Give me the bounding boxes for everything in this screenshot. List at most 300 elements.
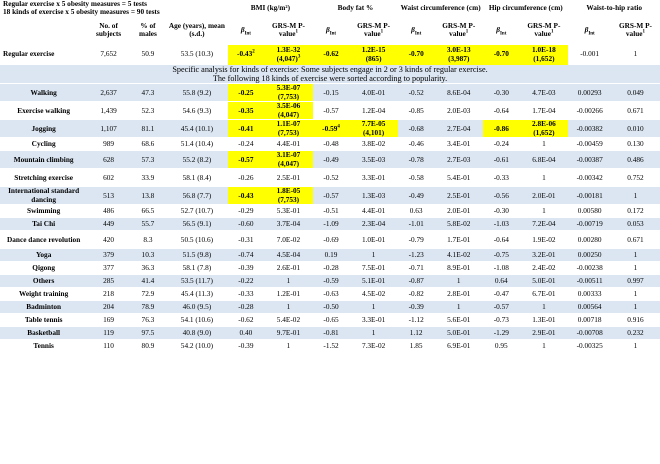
table-row xyxy=(0,205,660,218)
title-line-1: Regular exercise x 5 obesity measures = 5 tests xyxy=(3,0,147,8)
hip-beta: -0.73 xyxy=(483,314,519,327)
age-mean: 58.1 (8.4) xyxy=(166,169,228,187)
beta-subscript: Int xyxy=(329,30,337,36)
group-hip: Hip circumference (cm) xyxy=(483,0,568,16)
beta-subscript: Int xyxy=(499,30,507,36)
hip-p: 1.7E-04 xyxy=(519,102,568,120)
n-subjects: 486 xyxy=(87,205,130,218)
beta-symbol: β xyxy=(584,24,589,34)
bmi-beta: -0.29 xyxy=(228,205,264,218)
hip-p: 6.8E-04 xyxy=(519,151,568,169)
n-subjects: 204 xyxy=(87,301,130,314)
table-row xyxy=(0,138,660,151)
hip-p: 6.7E-01 xyxy=(519,288,568,301)
waist-p: 4.1E-02 xyxy=(434,249,483,262)
bmi-p: 7.0E-02 xyxy=(264,231,313,249)
waist-p: 1 xyxy=(434,275,483,288)
hip-beta: -1.08 xyxy=(483,262,519,275)
analysis-note-line-2: The following 18 kinds of exercise were sorted according to popularity. xyxy=(212,73,448,83)
bmi-p: 1.8E-05 (7,753) xyxy=(264,187,313,205)
bodyfat-p: 4.4E-01 xyxy=(349,205,398,218)
table-row xyxy=(0,169,660,187)
bodyfat-beta: -0.49 xyxy=(313,151,349,169)
bmi-p: 2.6E-01 xyxy=(264,262,313,275)
bmi-beta: -0.22 xyxy=(228,275,264,288)
bodyfat-p: 1.3E-03 xyxy=(349,187,398,205)
beta-symbol: β xyxy=(325,24,330,34)
hip-beta: -1.03 xyxy=(483,218,519,231)
hip-beta: -0.24 xyxy=(483,138,519,151)
bmi-p: 1.2E-01 xyxy=(264,288,313,301)
table-title xyxy=(0,0,228,16)
grs-footnote: 1 xyxy=(465,29,469,35)
bodyfat-beta: -0.28 xyxy=(313,262,349,275)
bmi-p: 9.7E-01 xyxy=(264,327,313,340)
bmi-p: 5.3E-01 xyxy=(264,205,313,218)
row-label: Jogging xyxy=(0,120,87,138)
pct-males: 57.3 xyxy=(130,151,166,169)
waist-p: 1 xyxy=(434,301,483,314)
pct-males: 81.1 xyxy=(130,120,166,138)
age-mean: 53.5 (10.3) xyxy=(166,44,228,65)
hip-p: 1.3E-01 xyxy=(519,314,568,327)
whr-p: 1 xyxy=(611,262,660,275)
row-label: Table tennis xyxy=(0,314,87,327)
col-grs-whr xyxy=(611,16,660,44)
waist-beta: -1.23 xyxy=(398,249,434,262)
pct-males: 36.3 xyxy=(130,262,166,275)
bodyfat-p: 4.5E-02 xyxy=(349,288,398,301)
table-row xyxy=(0,44,660,65)
bmi-beta: -0.26 xyxy=(228,169,264,187)
waist-beta: -0.85 xyxy=(398,102,434,120)
pct-males: 55.7 xyxy=(130,218,166,231)
regular-exercise-section xyxy=(0,44,660,65)
hip-p: 1.0E-18 (1,652) xyxy=(519,44,568,65)
waist-beta: -0.79 xyxy=(398,231,434,249)
bmi-beta: -0.39 xyxy=(228,340,264,353)
n-subjects: 1,439 xyxy=(87,102,130,120)
bodyfat-beta: -0.65 xyxy=(313,314,349,327)
waist-p: 3.0E-13 (3,987) xyxy=(434,44,483,65)
n-subjects: 379 xyxy=(87,249,130,262)
n-subjects: 628 xyxy=(87,151,130,169)
hip-p: 7.2E-04 xyxy=(519,218,568,231)
col-males: % of males xyxy=(130,16,166,44)
table-row xyxy=(0,327,660,340)
beta-subscript: Int xyxy=(588,30,595,36)
pct-males: 68.6 xyxy=(130,138,166,151)
whr-p: 0.752 xyxy=(611,169,660,187)
hip-beta: -0.64 xyxy=(483,231,519,249)
bmi-p: 1 xyxy=(264,275,313,288)
hip-beta: -1.29 xyxy=(483,327,519,340)
col-grs-hip xyxy=(519,16,568,44)
row-label: Tennis xyxy=(0,340,87,353)
pct-males: 41.4 xyxy=(130,275,166,288)
row-label: Stretching exercise xyxy=(0,169,87,187)
bodyfat-p: 3.3E-01 xyxy=(349,314,398,327)
n-subjects: 513 xyxy=(87,187,130,205)
waist-beta: -1.01 xyxy=(398,218,434,231)
n-subjects: 420 xyxy=(87,231,130,249)
bodyfat-beta: -0.57 xyxy=(313,102,349,120)
whr-beta: -0.00382 xyxy=(568,120,611,138)
n-subjects: 218 xyxy=(87,288,130,301)
waist-beta: 0.63 xyxy=(398,205,434,218)
waist-beta: -0.39 xyxy=(398,301,434,314)
waist-beta: -0.82 xyxy=(398,288,434,301)
bmi-beta: -0.43$^2$ xyxy=(228,44,264,65)
bodyfat-beta: -0.51 xyxy=(313,205,349,218)
bodyfat-beta: -0.50 xyxy=(313,301,349,314)
age-mean: 54.1 (10.6) xyxy=(166,314,228,327)
col-grs-waist xyxy=(434,16,483,44)
bmi-p: 1.1E-07 (7,753) xyxy=(264,120,313,138)
age-mean: 55.2 (8.2) xyxy=(166,151,228,169)
bodyfat-beta: -0.48 xyxy=(313,138,349,151)
bodyfat-beta: -0.63 xyxy=(313,288,349,301)
whr-p: 1 xyxy=(611,249,660,262)
age-mean: 45.4 (10.1) xyxy=(166,120,228,138)
hip-p: 1 xyxy=(519,205,568,218)
whr-beta: -0.00511 xyxy=(568,275,611,288)
waist-p: 5.6E-01 xyxy=(434,314,483,327)
pct-males: 72.9 xyxy=(130,288,166,301)
hip-p: 1.9E-02 xyxy=(519,231,568,249)
beta-symbol: β xyxy=(240,24,245,34)
header-row-groups xyxy=(0,0,660,16)
waist-p: 2.7E-03 xyxy=(434,151,483,169)
header-row-columns xyxy=(0,16,660,44)
bodyfat-beta: -0.62 xyxy=(313,44,349,65)
whr-p: 0.486 xyxy=(611,151,660,169)
waist-p: 1.7E-01 xyxy=(434,231,483,249)
bodyfat-p: 3.3E-01 xyxy=(349,169,398,187)
bodyfat-beta: -0.81 xyxy=(313,327,349,340)
bodyfat-p: 5.1E-01 xyxy=(349,275,398,288)
whr-beta: 0.00564 xyxy=(568,301,611,314)
age-mean: 52.7 (10.7) xyxy=(166,205,228,218)
group-waist: Waist circumference (cm) xyxy=(398,0,483,16)
bodyfat-beta: -1.09 xyxy=(313,218,349,231)
analysis-note-row xyxy=(0,65,660,84)
waist-p: 8.9E-01 xyxy=(434,262,483,275)
bmi-beta: -0.74 xyxy=(228,249,264,262)
table-row xyxy=(0,102,660,120)
bmi-beta: -0.28 xyxy=(228,301,264,314)
whr-beta: 0.00718 xyxy=(568,314,611,327)
n-subjects: 2,637 xyxy=(87,84,130,102)
hip-p: 1 xyxy=(519,340,568,353)
age-mean: 56.5 (9.1) xyxy=(166,218,228,231)
waist-beta: -0.87 xyxy=(398,275,434,288)
hip-p: 5.0E-01 xyxy=(519,275,568,288)
n-subjects: 602 xyxy=(87,169,130,187)
analysis-note xyxy=(0,65,660,84)
pct-males: 66.5 xyxy=(130,205,166,218)
pct-males: 78.9 xyxy=(130,301,166,314)
grs-label: GRS-M P-value xyxy=(527,20,561,38)
whr-p: 0.130 xyxy=(611,138,660,151)
whr-beta: -0.001 xyxy=(568,44,611,65)
row-label: Dance dance revolution xyxy=(0,231,87,249)
waist-p: 3.4E-01 xyxy=(434,138,483,151)
table-row xyxy=(0,249,660,262)
hip-beta: -0.64 xyxy=(483,102,519,120)
hip-p: 1 xyxy=(519,301,568,314)
whr-beta: 0.00293 xyxy=(568,84,611,102)
analysis-note-line-1: Specific analysis for kinds of exercise: Some subjects engage in 2 or 3 kinds of regular exercise. xyxy=(172,64,488,74)
bmi-p: 5.3E-07 (7,753) xyxy=(264,84,313,102)
age-mean: 55.8 (9.2) xyxy=(166,84,228,102)
hip-p: 4.7E-03 xyxy=(519,84,568,102)
bodyfat-p: 2.3E-04 xyxy=(349,218,398,231)
waist-p: 5.0E-01 xyxy=(434,327,483,340)
grs-footnote: 1 xyxy=(550,29,554,35)
col-age: Age (years), mean (s.d.) xyxy=(166,16,228,44)
bodyfat-p: 1.2E-15 (865) xyxy=(349,44,398,65)
whr-p: 0.172 xyxy=(611,205,660,218)
bmi-beta: -0.39 xyxy=(228,262,264,275)
row-label: Others xyxy=(0,275,87,288)
hip-p: 2.9E-01 xyxy=(519,327,568,340)
age-mean: 54.2 (10.0) xyxy=(166,340,228,353)
age-mean: 45.4 (11.3) xyxy=(166,288,228,301)
n-subjects: 449 xyxy=(87,218,130,231)
waist-p: 2.0E-01 xyxy=(434,205,483,218)
table-row xyxy=(0,231,660,249)
waist-beta: -0.58 xyxy=(398,169,434,187)
whr-beta: -0.00342 xyxy=(568,169,611,187)
bmi-p: 4.5E-04 xyxy=(264,249,313,262)
whr-p: 0.049 xyxy=(611,84,660,102)
waist-p: 5.4E-01 xyxy=(434,169,483,187)
table-row xyxy=(0,314,660,327)
bodyfat-beta: 0.19 xyxy=(313,249,349,262)
pct-males: 80.9 xyxy=(130,340,166,353)
whr-p: 1 xyxy=(611,187,660,205)
group-bodyfat: Body fat % xyxy=(313,0,398,16)
grs-label: GRS-M P-value xyxy=(357,20,391,38)
bmi-beta: 0.40 xyxy=(228,327,264,340)
whr-p: 1 xyxy=(611,301,660,314)
bmi-p: 2.5E-01 xyxy=(264,169,313,187)
col-n: No. of subjects xyxy=(87,16,130,44)
exercise-kinds-section xyxy=(0,84,660,353)
n-subjects: 169 xyxy=(87,314,130,327)
whr-p: 1 xyxy=(611,288,660,301)
table-row xyxy=(0,288,660,301)
col-grs-bf xyxy=(349,16,398,44)
bodyfat-beta: -0.59$^4$ xyxy=(313,120,349,138)
bodyfat-p: 1 xyxy=(349,249,398,262)
hip-beta: -0.30 xyxy=(483,84,519,102)
waist-p: 2.8E-01 xyxy=(434,288,483,301)
bodyfat-beta: -0.69 xyxy=(313,231,349,249)
bodyfat-p: 1.2E-04 xyxy=(349,102,398,120)
n-subjects: 285 xyxy=(87,275,130,288)
bmi-beta: -0.41 xyxy=(228,120,264,138)
hip-beta: -0.47 xyxy=(483,288,519,301)
bodyfat-p: 1 xyxy=(349,327,398,340)
age-mean: 40.8 (9.0) xyxy=(166,327,228,340)
whr-p: 0.997 xyxy=(611,275,660,288)
whr-beta: -0.00708 xyxy=(568,327,611,340)
bodyfat-p: 1.0E-01 xyxy=(349,231,398,249)
bodyfat-p: 1 xyxy=(349,301,398,314)
bmi-beta: -0.35 xyxy=(228,102,264,120)
beta-subscript: Int xyxy=(414,30,422,36)
bmi-beta: -0.25 xyxy=(228,84,264,102)
n-subjects: 7,652 xyxy=(87,44,130,65)
table-row xyxy=(0,151,660,169)
hip-beta: -0.61 xyxy=(483,151,519,169)
whr-p: 0.671 xyxy=(611,231,660,249)
age-mean: 51.5 (9.8) xyxy=(166,249,228,262)
waist-p: 2.5E-01 xyxy=(434,187,483,205)
n-subjects: 119 xyxy=(87,327,130,340)
grs-label: GRS-M P-value xyxy=(271,20,305,38)
pct-males: 97.5 xyxy=(130,327,166,340)
bmi-p: 1 xyxy=(264,340,313,353)
grs-footnote: 1 xyxy=(642,29,646,35)
row-label: Exercise walking xyxy=(0,102,87,120)
title-line-2: 18 kinds of exercise x 5 obesity measures = 90 tests xyxy=(3,7,160,16)
bodyfat-beta: -0.57 xyxy=(313,187,349,205)
waist-beta: -0.49 xyxy=(398,187,434,205)
hip-p: 2.8E-06 (1,652) xyxy=(519,120,568,138)
bmi-beta: -0.57 xyxy=(228,151,264,169)
hip-beta: -0.57 xyxy=(483,301,519,314)
waist-beta: -0.70 xyxy=(398,44,434,65)
bmi-p: 3.1E-07 (4,047) xyxy=(264,151,313,169)
pct-males: 52.3 xyxy=(130,102,166,120)
bmi-beta: -0.31 xyxy=(228,231,264,249)
hip-beta: -0.33 xyxy=(483,169,519,187)
hip-beta: -0.30 xyxy=(483,205,519,218)
hip-beta: 0.64 xyxy=(483,275,519,288)
hip-p: 2.4E-02 xyxy=(519,262,568,275)
bmi-p: 1 xyxy=(264,301,313,314)
n-subjects: 989 xyxy=(87,138,130,151)
table-row xyxy=(0,275,660,288)
waist-p: 5.8E-02 xyxy=(434,218,483,231)
n-subjects: 110 xyxy=(87,340,130,353)
pct-males: 33.9 xyxy=(130,169,166,187)
whr-p: 0.053 xyxy=(611,218,660,231)
age-mean: 54.6 (9.3) xyxy=(166,102,228,120)
row-label: Walking xyxy=(0,84,87,102)
n-subjects: 1,107 xyxy=(87,120,130,138)
bodyfat-p: 7.3E-02 xyxy=(349,340,398,353)
bmi-p: 3.5E-06 (4,047) xyxy=(264,102,313,120)
whr-beta: 0.00333 xyxy=(568,288,611,301)
hip-beta: -0.86 xyxy=(483,120,519,138)
bmi-beta: -0.33 xyxy=(228,288,264,301)
bodyfat-beta: -0.59 xyxy=(313,275,349,288)
whr-beta: -0.00459 xyxy=(568,138,611,151)
bodyfat-p: 3.8E-02 xyxy=(349,138,398,151)
waist-beta: -0.68 xyxy=(398,120,434,138)
table-row xyxy=(0,84,660,102)
hip-beta: 0.95 xyxy=(483,340,519,353)
hip-beta: -0.75 xyxy=(483,249,519,262)
beta-symbol: β xyxy=(496,24,500,34)
table-row xyxy=(0,187,660,205)
bmi-p: 1.3E-32 $(4,047)^3$ xyxy=(264,44,313,65)
bodyfat-beta: -1.52 xyxy=(313,340,349,353)
col-beta-bmi xyxy=(228,16,264,44)
row-label: Tai Chi xyxy=(0,218,87,231)
bodyfat-beta: -0.15 xyxy=(313,84,349,102)
waist-p: 6.9E-01 xyxy=(434,340,483,353)
col-beta-bf xyxy=(313,16,349,44)
bodyfat-beta: -0.52 xyxy=(313,169,349,187)
waist-beta: -1.12 xyxy=(398,314,434,327)
col-beta-waist xyxy=(398,16,434,44)
table-row xyxy=(0,262,660,275)
whr-p: 0.916 xyxy=(611,314,660,327)
hip-p: 3.2E-01 xyxy=(519,249,568,262)
bodyfat-p: 7.7E-05 (4,101) xyxy=(349,120,398,138)
row-label: Swimming xyxy=(0,205,87,218)
row-label: Weight training xyxy=(0,288,87,301)
row-label: Regular exercise xyxy=(0,44,87,65)
pct-males: 8.3 xyxy=(130,231,166,249)
col-grs-bmi xyxy=(264,16,313,44)
age-mean: 50.5 (10.6) xyxy=(166,231,228,249)
waist-beta: 1.85 xyxy=(398,340,434,353)
hip-beta: -0.70 xyxy=(483,44,519,65)
whr-beta: 0.00580 xyxy=(568,205,611,218)
waist-p: 2.0E-03 xyxy=(434,102,483,120)
grs-label: GRS-M P-value xyxy=(442,20,476,38)
row-label: Basketball xyxy=(0,327,87,340)
whr-beta: -0.00387 xyxy=(568,151,611,169)
hip-beta: -0.56 xyxy=(483,187,519,205)
age-mean: 53.5 (11.7) xyxy=(166,275,228,288)
row-label: International standard dancing xyxy=(0,187,87,205)
hip-p: 1 xyxy=(519,138,568,151)
whr-p: 0.671 xyxy=(611,102,660,120)
whr-p: 1 xyxy=(611,44,660,65)
waist-beta: -0.78 xyxy=(398,151,434,169)
waist-beta: -0.46 xyxy=(398,138,434,151)
age-mean: 51.4 (10.4) xyxy=(166,138,228,151)
whr-p: 1 xyxy=(611,340,660,353)
row-label: Cycling xyxy=(0,138,87,151)
table-row xyxy=(0,218,660,231)
whr-beta: -0.00266 xyxy=(568,102,611,120)
grs-label: GRS-M P-value xyxy=(618,20,652,38)
waist-beta: -0.71 xyxy=(398,262,434,275)
group-whr: Waist-to-hip ratio xyxy=(568,0,660,16)
whr-beta: -0.00181 xyxy=(568,187,611,205)
hip-p: 2.0E-01 xyxy=(519,187,568,205)
age-mean: 46.0 (9.5) xyxy=(166,301,228,314)
whr-beta: 0.00250 xyxy=(568,249,611,262)
grs-footnote: 1 xyxy=(380,29,384,35)
bmi-p: 4.4E-01 xyxy=(264,138,313,151)
bmi-beta: -0.43 xyxy=(228,187,264,205)
whr-beta: -0.00238 xyxy=(568,262,611,275)
pct-males: 10.3 xyxy=(130,249,166,262)
group-bmi: BMI (kg/m²) xyxy=(228,0,313,16)
row-label: Qigong xyxy=(0,262,87,275)
hip-p: 1 xyxy=(519,169,568,187)
waist-beta: 1.12 xyxy=(398,327,434,340)
